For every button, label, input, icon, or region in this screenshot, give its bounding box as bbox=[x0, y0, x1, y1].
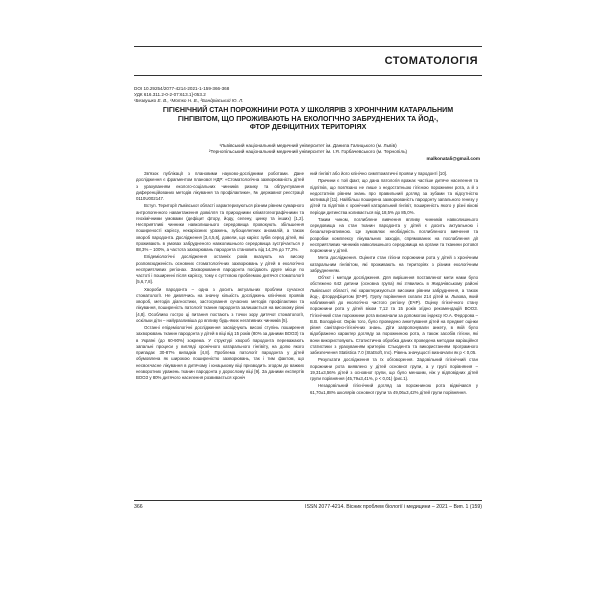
section-header bbox=[134, 46, 482, 76]
paragraph: Об'єкт і методи дослідження. Для вирішення поставленої мети нами було обстежено 642 дитини (основна група) які з'явились в Жидачівському районі Львівської області, які характеризуються високим рівнем забруднення, а також йод-, фтордефіцитом (ЕЧР). Групу порівняння склали 214 дітей м. Львова, який наближений до екологічно чистого регіону (ЕЧР). Оцінку гігієнічного стану порожнини рота у дітей віком 7,12 та 15 років згідно рекомендацій ВООЗ. Гігієнічний стан порожнини рота визначали за допомогою індексу Ю.А. Федорова – В.В. Володкіної. Окрім того, було проведено анкетування дітей на предмет оцінки рівня санітарно-гігієнічних знань. Діти запропонували анкету, в якій було відображено характер догляду за порожниною рота, а також засобів гігієни, які вони використовують. Статистична обробка даних проведена методом варіаційної статистики з урахуванням критерію Стьюдента та використанням програмного забезпечення Statistica 7.0 (StatSoft, Inc). Рівень значущості визначали як р < 0,05. bbox=[310, 275, 478, 355]
udc-line: УДК 616.311.2-0-2-07:613.1]-053.2 bbox=[134, 92, 206, 98]
journal-citation: ISSN 2077-4214. Вісник проблем біології і медицини – 2021 – Вип. 1 (159) bbox=[305, 504, 482, 510]
section-title: СТОМАТОЛОГІЯ bbox=[384, 55, 478, 67]
paragraph: Зв'язок публікації з плановими науково-дослідними роботами. Дане дослідження є фрагментом планової НДР: «Стоматологічна захворюваність дітей з урахуванням еколого-соціальних чинників ризику та обґрунтування диференційованих методів лікування та профілактики», № державної реєстрації 0110U002147. bbox=[136, 171, 304, 201]
paragraph: Таким чином, поглиблене вивчення впливу чинників навколишнього середовища на стан тканин пародонта у дітей є досить актуальною і безальтернативною. Це зумовлює необхідність поглибленого вивчення та розробки комплексу лікувальних заходів, спрямованих на послаблення дії несприятливих чинників навколишнього середовища на органи та тканини ротової порожнини у дітей. bbox=[310, 216, 478, 253]
paragraph: Останні епідеміологічні дослідження засвідчують високі ступінь поширення захворювань тканин пародонта у дітей в віці від 15 років (80% за даними ВООЗ) та в Україні (до 60-90%) зокрема. У структурі хвороб пародонта переважають запальні процеси у вигляді хронічного катарального гінгівіту, на долю якого припадає 30-87% випадків [4,8]. Проблема патології пародонта у дітей обумовлена як широкою поширеністю захворювань, так і тим фактом, що несвоєчасне лікування в дитячому і юнацькому віці призводить згодом до важких незворотних уражень тканин пародонта у дорослому віці [9]. За даними експертів ВООЗ у 80% дитячого населення розвивається хроніч bbox=[136, 325, 304, 380]
article-meta bbox=[134, 86, 482, 105]
page-footer bbox=[134, 500, 482, 513]
paragraph: Епідеміологічні дослідження останніх років вказують на високу розповсюдженість основних стоматологічних захворювань у дітей в екологічно несприятливих регіонах. Захворювання пародонта посідають друге місце по частоті і поширенні після карієсу, тому є суттєвою проблемою дитячої стоматології [5,6,7,8]. bbox=[136, 254, 304, 285]
paragraph: Вступ. Території Львівської області характеризуються різним рівнем сумарного антропогенного навантаження довкілля та природними кліматогеографічними та геохімічними умовами (дефіцит фтору, йоду, селену, цинку та інших) [1,2]. Несприятливі чинники навколишнього середовища провокують збільшення поширеності карієсу, некаріозних уражень, зубощелепних аномалій, а також хвороб пародонта. Дослідження [3,4,5,6], довели, що карієс зубів серед дітей, які проживають в умовах забрудненого навколишнього середовища зустрічається у 88,3% – 100%, а частота захворювань пародонта становить від 14,3% до 77,2%. bbox=[136, 203, 304, 252]
paragraph: Незадовільний гігієнічний догляд за порожниною рота відмічався у 61,70±1,88% школярів основної групи та 49,06±3,42% дітей групи порівняння. bbox=[310, 383, 478, 395]
title-line-3: ФТОР ДЕФІЦИТНИХ ТЕРИТОРІЯХ bbox=[249, 123, 367, 132]
paragraph: Результати дослідження та їх обговорення. Задовільний гігієнічний стан порожнини рота виявлено у дітей основної групи, а у групі порівняння – 19,31±3,56% дітей з основної групи, що було меншим, ніж у відповідних дітей групи порівняння (45,79±3,41%, р < 0,01) (рис.1). bbox=[310, 357, 478, 381]
affiliations bbox=[140, 143, 476, 156]
paragraph: Мета дослідження. Оцінити стан гігієни порожнини рота у дітей з хронічним катаральним гінгівітом, які проживають на територіях з різним екологічним забрудненням. bbox=[310, 255, 478, 273]
title-line-1: ГІГІЄНІЧНИЙ СТАН ПОРОЖНИНИ РОТА У ШКОЛЯРІВ З ХРОНІЧНИМ КАТАРАЛЬНИМ bbox=[162, 106, 454, 114]
page-number: 366 bbox=[134, 504, 143, 510]
paragraph: ний гінгівіт або його клінічно симптоматичні прояви у пародонті [10]. bbox=[310, 171, 448, 176]
affiliation-1: ¹Львівський національний медичний університет ім. Данила Галицького (м. Львів) bbox=[219, 143, 397, 148]
article-title bbox=[140, 106, 476, 132]
paragraph: Причини є той факт, що дана патологія вражає частіше дитяче населення та підлітків, що пов'язано не лише з недостатньою гігієною порожнини рота, а й з недостатнім рівнем знань про правильний догляд за зубами та відсутністю мотивації [11]. Найбільш поширена захворюваність пародонту запального генезу у дітей та підлітків є хронічний катаральний гінгівіт, поширеність якого у різні вікові періоди дитинства коливається від 18,5% до 85,0%. bbox=[310, 178, 478, 215]
text-column-left bbox=[136, 171, 304, 493]
doi-line: DOI 10.29254/2077-4214-2021-1-159-366-368 bbox=[134, 86, 230, 91]
title-line-2: ГІНГІВІТОМ, ЩО ПРОЖИВАЮТЬ НА ЕКОЛОГІЧНО ЗАБРУДНЕНИХ ТА ЙОД-, bbox=[177, 114, 439, 123]
contact-email[interactable]: malkonatali@gmail.com bbox=[426, 156, 480, 161]
affiliation-2: ²Тернопільський національний медичний університет ім. І.Я. Горбачевського (м. Тернопіль) bbox=[208, 149, 408, 155]
authors-line: ¹Безвушко Е. В., ¹Мотко Н. В., ²Бандрівський Ю. Л. bbox=[134, 98, 244, 104]
text-column-right bbox=[310, 171, 478, 493]
paragraph: Хвороби пародонта – одна з досить актуальних проблем сучасної стоматології. Не дивлячись на значну кількість досліджень клінічних проявів хвороб, методів діагностики, застосування сучасних методів профілактики та лікування, поширеність патології тканин пародонта залишається на високому рівні [4,8]. Особливо гостро ці питання постають з точки зору дитячої стоматології, оскільки діти – найуразливіша до впливу будь-яких негативних чинників [5]. bbox=[136, 286, 304, 323]
